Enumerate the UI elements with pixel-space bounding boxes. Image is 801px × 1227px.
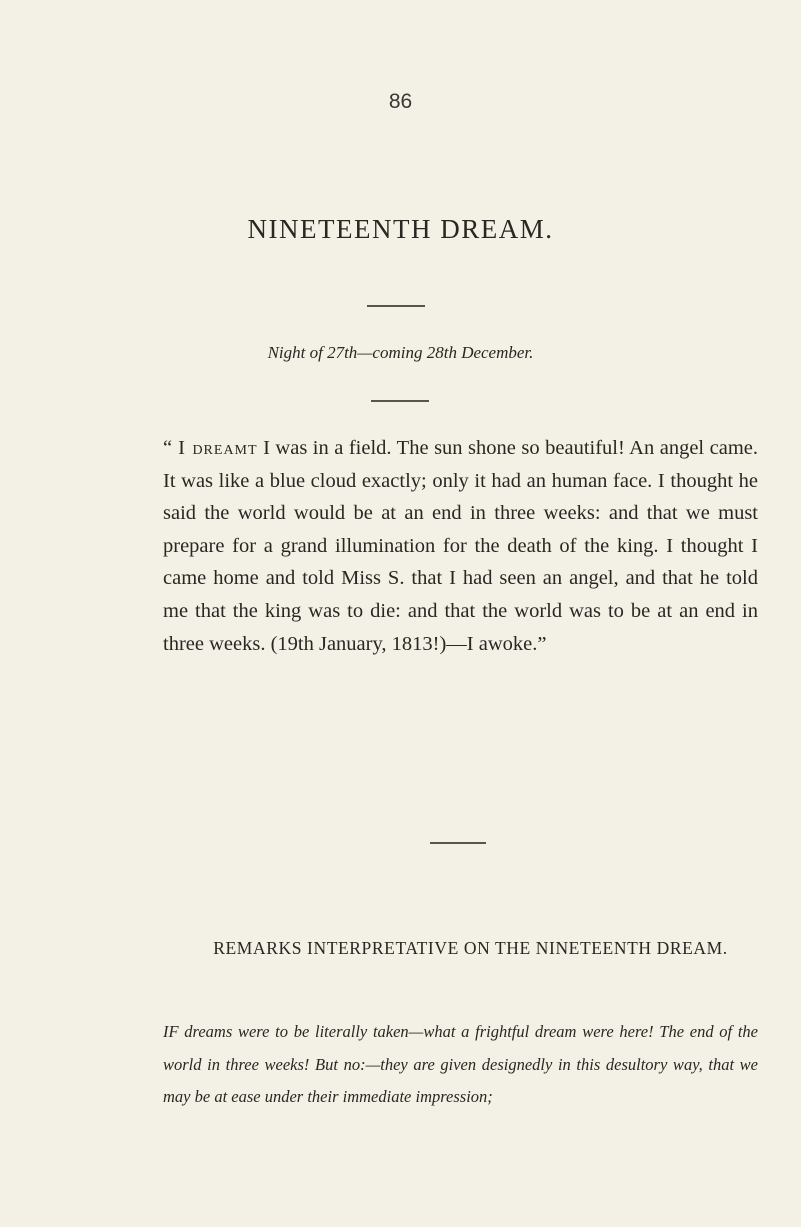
- remarks-heading: REMARKS INTERPRETATIVE ON THE NINETEENTH DREAM.: [213, 938, 728, 958]
- divider-rule: [371, 400, 429, 402]
- open-quote: “: [163, 437, 173, 459]
- chapter-title: NINETEENTH DREAM.: [247, 214, 554, 244]
- dream-paragraph: [163, 432, 758, 660]
- divider-rule: [430, 842, 486, 844]
- lead-word: I dreamt: [178, 437, 258, 459]
- page-number: 86: [388, 90, 413, 113]
- dream-body: I was in a field. The sun shone so beautiful! An angel came. It was like a blue cloud exactly; only it had an human face. I thought he said the world would be at an end in three weeks: and that we must prepare for a grand illumination for the death of the king. I thought I came home and told Miss S. that I had seen an angel, and that he told me that the king was to die: and that the world was to be at an end in three weeks. (19th January, 1813!)—I awoke.”: [163, 437, 759, 655]
- chapter-subtitle: Night of 27th—coming 28th December.: [267, 343, 534, 362]
- remarks-paragraph: IF dreams were to be literally taken—what a frightful dream were here! The end of the world in three weeks! But no:—they are given designedly in this desultory way, that we may be at ease under their immediate impression;: [163, 1022, 758, 1107]
- divider-rule: [367, 305, 425, 307]
